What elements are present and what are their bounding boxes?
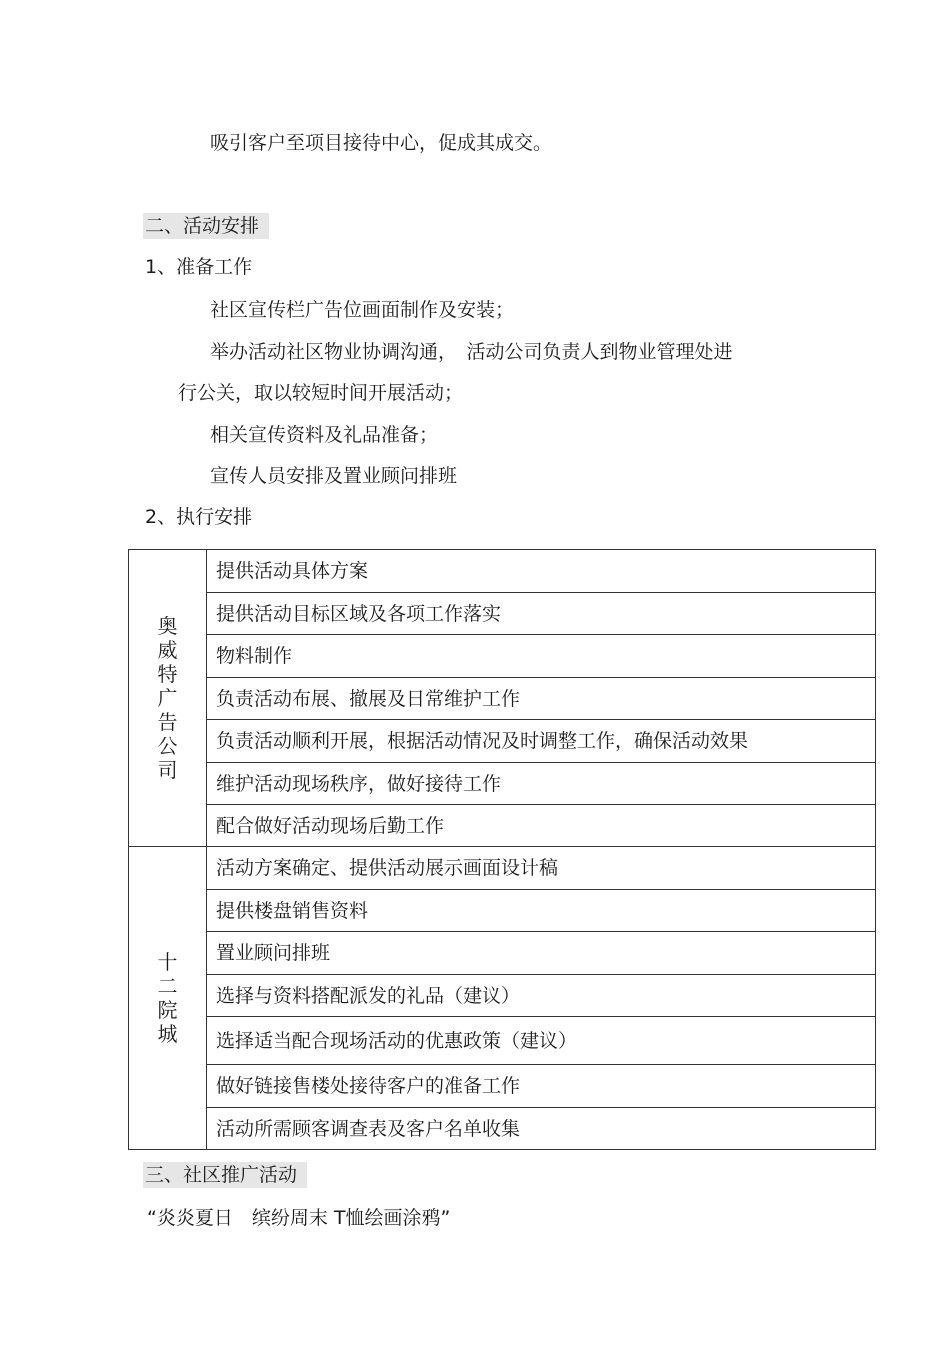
table-row [129,763,876,805]
table-row [129,635,876,678]
table-row [129,678,876,720]
task-cell: 置业顾问排班 [207,932,876,975]
section-heading-community-promotion: 三、社区推广活动 [143,1162,307,1188]
task-cell: 提供楼盘销售资料 [207,890,876,932]
party-name: 十二院城 [157,949,178,1046]
task-cell: 负责活动布展、撤展及日常维护工作 [207,678,876,720]
table-row [129,932,876,975]
prep-item: 社区宣传栏广告位画面制作及安装； [210,299,515,321]
table-row [129,593,876,635]
section-heading-activity-arrangement: 二、活动安排 [143,213,269,239]
task-cell: 活动所需顾客调查表及客户名单收集 [207,1108,876,1150]
table-row [129,720,876,763]
prep-item: 宣传人员安排及置业顾问排班 [210,465,458,487]
subheading-preparation: 1、准备工作 [145,256,253,278]
task-cell: 维护活动现场秩序，做好接待工作 [207,763,876,805]
task-cell: 提供活动具体方案 [207,550,876,593]
party-name: 奥威特广告公司 [157,613,178,782]
task-cell: 选择与资料搭配派发的礼品（建议） [207,975,876,1017]
party-cell [129,847,207,1150]
intro-line: 吸引客户至项目接待中心，促成其成交。 [210,132,553,154]
table-row [129,1108,876,1150]
subheading-execution: 2、执行安排 [145,506,253,528]
table-row [129,890,876,932]
party-cell [129,550,207,847]
task-cell: 活动方案确定、提供活动展示画面设计稿 [207,847,876,890]
task-cell: 负责活动顺利开展，根据活动情况及时调整工作，确保活动效果 [207,720,876,763]
task-cell: 选择适当配合现场活动的优惠政策（建议） [207,1017,876,1065]
prep-item: 举办活动社区物业协调沟通， 活动公司负责人到物业管理处进 [210,341,733,363]
table-row [129,847,876,890]
table-row [129,550,876,593]
table-row [129,805,876,847]
task-cell: 物料制作 [207,635,876,678]
execution-table [128,549,876,1150]
prep-item-continuation: 行公关，取以较短时间开展活动； [178,382,464,404]
table-row [129,975,876,1017]
task-cell: 配合做好活动现场后勤工作 [207,805,876,847]
task-cell: 提供活动目标区域及各项工作落实 [207,593,876,635]
table-row [129,1065,876,1108]
task-cell: 做好链接售楼处接待客户的准备工作 [207,1065,876,1108]
activity-subtitle: “炎炎夏日 缤纷周末 T恤绘画涂鸦” [147,1207,451,1229]
prep-item: 相关宣传资料及礼品准备； [210,424,439,446]
table-row [129,1017,876,1065]
